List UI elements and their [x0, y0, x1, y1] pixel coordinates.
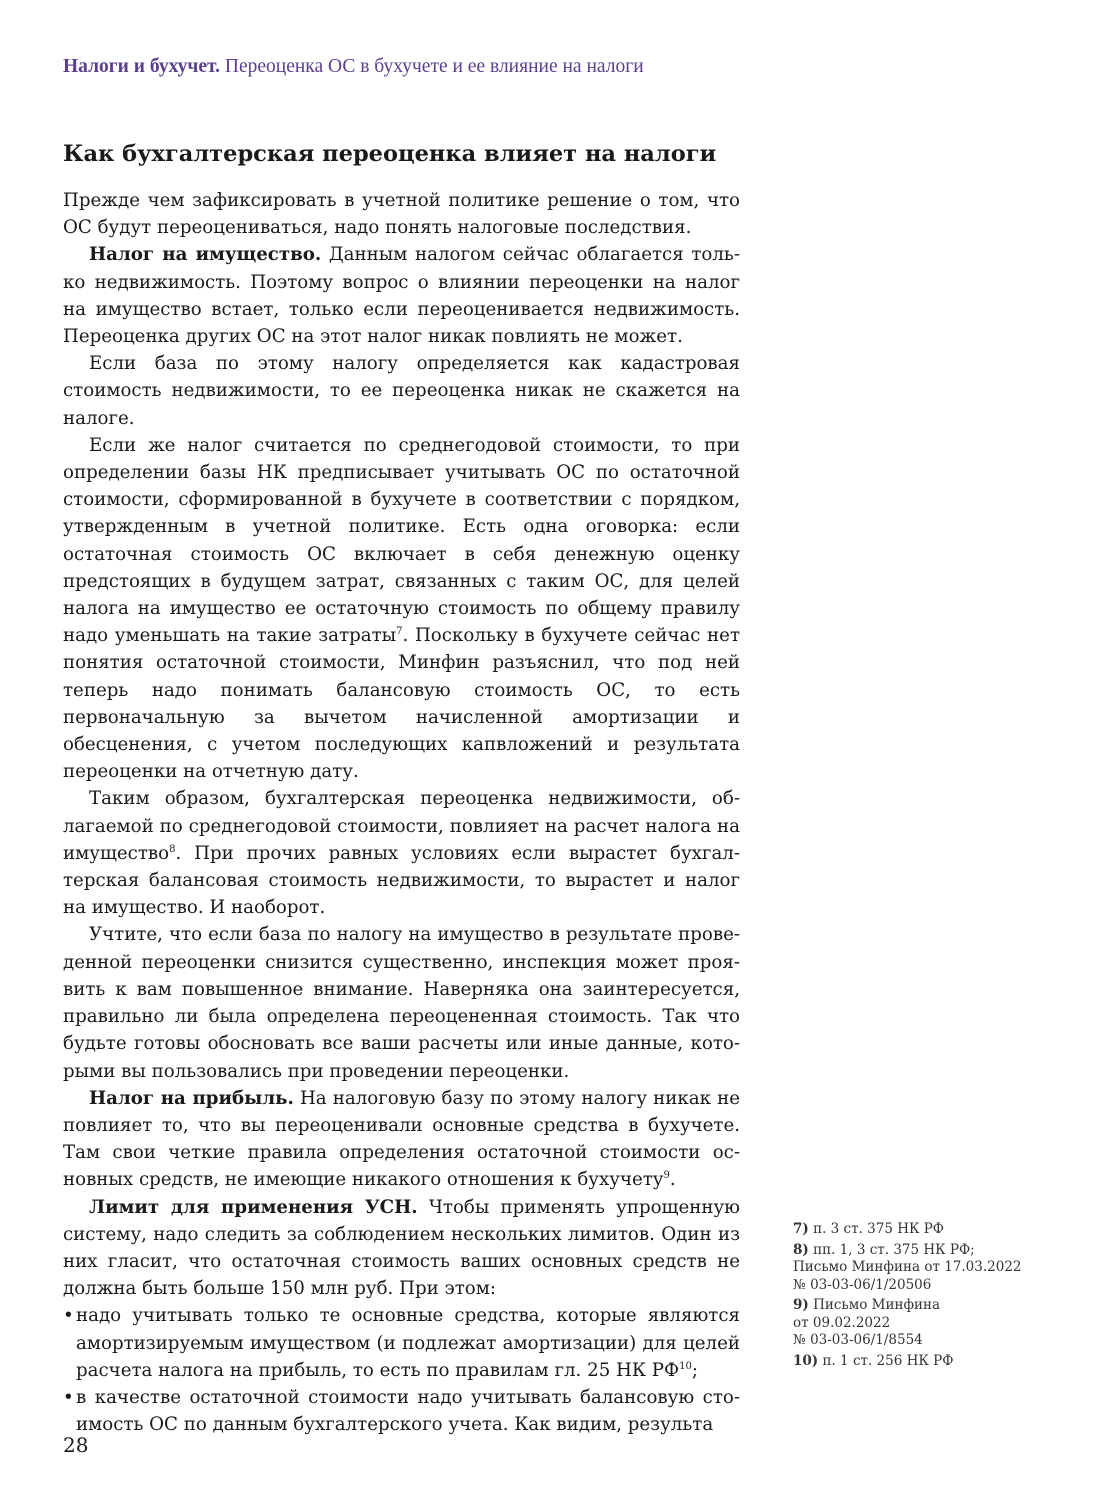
usn-limit-text: Чтобы применять упрощенную систему, надо следить за соблюдением нескольких лимитов. Один из них гласит, что остаточная стоимость ваших основных средств не должна быть больше 150 млн руб. При этом:	[63, 1196, 740, 1300]
paragraph-inspection: Учтите, что если база по налогу на имущество в результате проведенной переоценки снизится существенно, инспекция может проявить к вам повышенное внимание. Наверняка она заинтересуется, правильно ли была определена переоцененная стоимость. Так что будьте готовы обосновать все ваши расчеты или иные данные, которыми вы пользовались при проведении переоценки.	[63, 924, 740, 1082]
footnote-ref-7[interactable]: 7	[396, 626, 403, 638]
main-text-column	[63, 187, 740, 1438]
bullet-list	[63, 1302, 740, 1438]
list-item-2-text: в качестве остаточной стоимости надо учитывать балансовую стоимость ОС по данным бухгалтерского учета. Как видим, результа	[76, 1386, 740, 1436]
average-value-text-a: Если же налог считается по среднегодовой стоимости, то при определении базы НК предписывает учитывать ОС по остаточной стоимости, сформированной в бухучете в соответствии с порядком, утвержденным в учетной политике. Есть одна оговорка: если остаточная стоимость ОС включает в себя денежную оценку предстоящих в будущем затрат, связанных с таким ОС, для целей налога на имущество ее остаточную стоимость по общему правилу надо уменьшать на такие затраты	[63, 434, 740, 647]
paragraph-usn-limit	[63, 1194, 740, 1303]
footnote-text: от 09.02.2022	[793, 1314, 891, 1331]
profit-tax-text-a: На налоговую базу по этому налогу никак не повлияет то, что вы переоценивали основные средства в бухучете. Там свои четкие правила определения остаточной стоимости основных средств, не имеющие никакого отношения к бухучету	[63, 1087, 740, 1191]
section-heading: Как бухгалтерская переоценка влияет на налоги	[63, 141, 717, 167]
conclusion-text-a: Таким образом, бухгалтерская переоценка недвижимости, облагаемой по среднегодовой стоимости, повлияет на расчет налога на имущество	[63, 788, 740, 864]
profit-tax-text-b: .	[669, 1169, 676, 1191]
paragraph-cadastral: Если база по этому налогу определяется как кадастровая стоимость недвижимости, то ее переоценка никак не скажется на налоге.	[63, 353, 740, 429]
paragraph-conclusion	[63, 785, 740, 921]
footnote-ref-9[interactable]: 9	[663, 1170, 670, 1182]
lead-profit-tax: Налог на прибыль.	[89, 1087, 294, 1109]
footnote-7	[793, 1221, 1053, 1239]
property-tax-text: Данным налогом сейчас облагается только недвижимость. Поэтому вопрос о влиянии переоценки на налог на имущество встает, только если переоценивается недвижимость. Переоценка других ОС на этот налог никак повлиять не может.	[63, 244, 740, 348]
average-value-text-b: . Поскольку в бухучете сейчас нет понятия остаточной стоимости, Минфин разъяснил, что под ней теперь надо понимать балансовую стоимость ОС, то есть первоначальную за вычетом начисленной амортизации и обесценения, с учетом последующих капвложений и результата переоценки на отчетную дату.	[63, 625, 741, 783]
footnote-label: 8)	[793, 1241, 809, 1258]
footnote-10	[793, 1353, 1053, 1371]
paragraph-property-tax	[63, 241, 740, 350]
paragraph-average-value	[63, 432, 740, 786]
footnote-text: № 03-03-06/1/8554	[793, 1332, 923, 1348]
footnote-text: п. 3 ст. 375 НК РФ	[808, 1221, 945, 1237]
list-item	[63, 1384, 740, 1438]
footnote-label: 7)	[793, 1221, 809, 1237]
footnotes-sidebar	[793, 1221, 1053, 1373]
lead-property-tax: Налог на имущество.	[89, 244, 322, 266]
paragraph-intro: Прежде чем зафиксировать в учетной политике решение о том, что ОС будут переоцениваться, надо понять налоговые последствия.	[63, 190, 740, 239]
conclusion-text-b: . При прочих равных условиях если вырастет бухгалтерская балансовая стоимость недвижимости, то вырастет и налог на имущество. И наоборот.	[63, 842, 740, 919]
footnote-text: Письмо Минфина от 17.03.2022	[793, 1259, 1022, 1275]
lead-usn-limit: Лимит для применения УСН.	[89, 1196, 418, 1218]
header-section: Налоги и бухучет.	[63, 56, 221, 77]
footnote-text: п. 1 ст. 256 НК РФ	[818, 1352, 954, 1369]
page-number: 28	[63, 1433, 89, 1457]
footnote-label: 10)	[793, 1352, 819, 1369]
bullet-marker: •	[63, 1305, 74, 1327]
paragraph-profit-tax	[63, 1085, 740, 1194]
list-item	[63, 1302, 740, 1384]
footnote-ref-8[interactable]: 8	[169, 843, 176, 855]
footnote-label: 9)	[793, 1297, 809, 1313]
footnote-text: пп. 1, 3 ст. 375 НК РФ;	[808, 1241, 975, 1258]
header-title: Переоценка ОС в бухучете и ее влияние на налоги	[220, 56, 644, 77]
footnote-text: Письмо Минфина	[808, 1297, 941, 1313]
list-item-1-text-a: надо учитывать только те основные средства, которые являются амортизируемым имуществом (и подлежат амортизации) для целей расчета налога на прибыль, то есть по правилам гл. 25 НК РФ	[76, 1305, 740, 1381]
footnote-text: № 03-03-06/1/20506	[793, 1276, 932, 1293]
footnote-9	[793, 1297, 1053, 1350]
footnote-ref-10[interactable]: 10	[679, 1360, 692, 1372]
running-header	[63, 52, 963, 82]
list-item-1-text-b: ;	[691, 1359, 698, 1381]
footnote-8	[793, 1242, 1053, 1295]
bullet-marker: •	[63, 1386, 74, 1408]
